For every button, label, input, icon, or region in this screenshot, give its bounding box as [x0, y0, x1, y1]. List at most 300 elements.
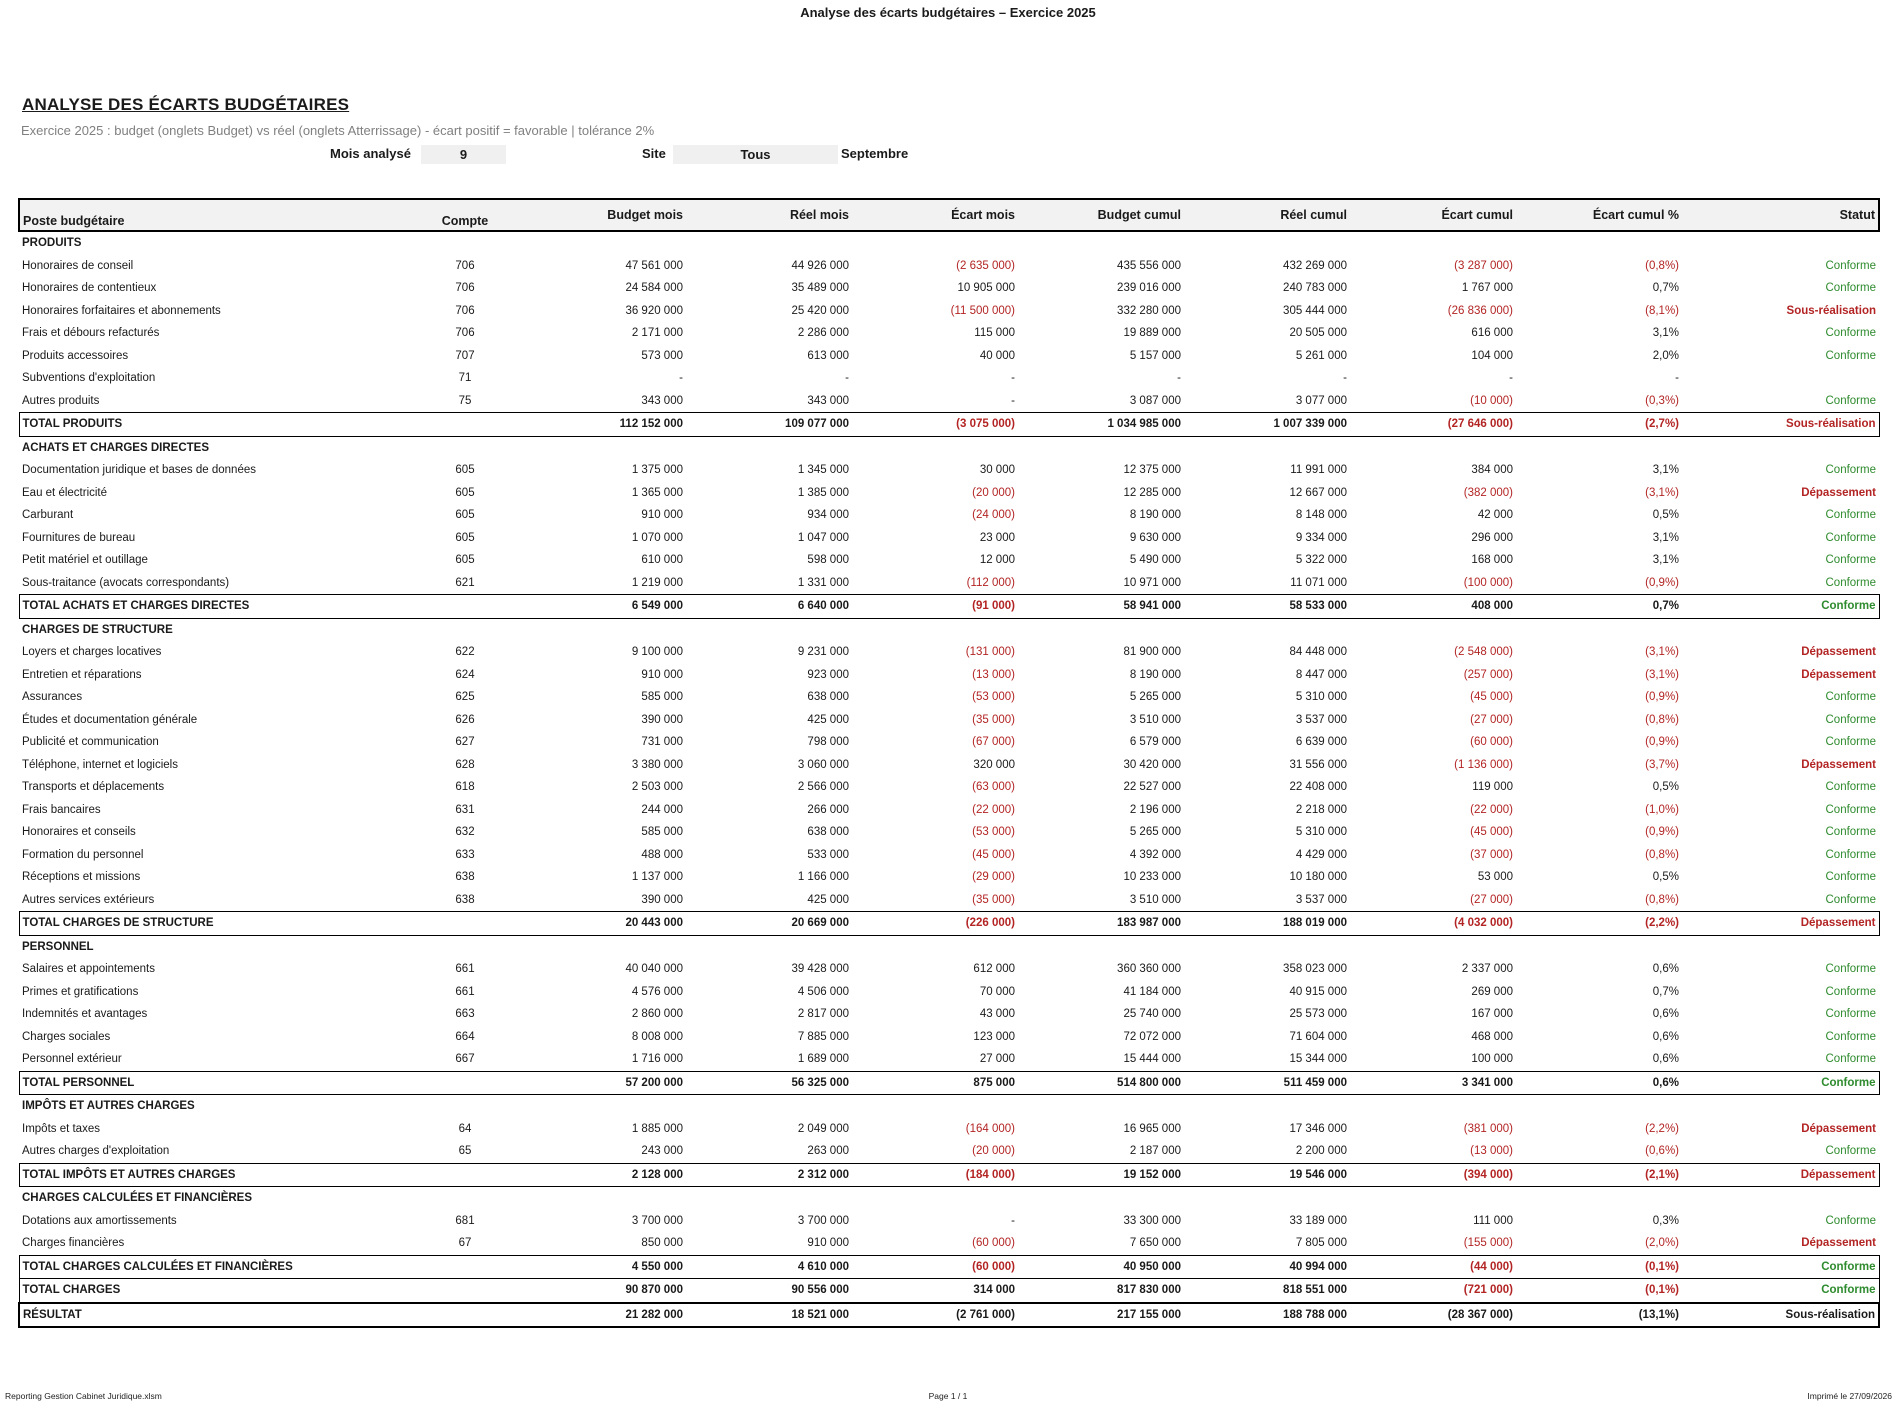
total-row: [19, 1163, 1879, 1187]
cell-statut: Conforme: [1825, 576, 1876, 589]
cell-ecart-cumul: 53 000: [1477, 871, 1513, 884]
site-value-field[interactable]: Tous: [673, 145, 838, 164]
cell-reel-mois: 35 489 000: [791, 282, 849, 295]
cell-ecart-mois: (63 000): [972, 781, 1015, 794]
cell-ecart-cumul: (13 000): [1470, 1145, 1513, 1158]
cell-reel-mois: 6 640 000: [686, 595, 852, 619]
cell-budget-cumul: 2 196 000: [1129, 803, 1181, 816]
cell-ecart-mois: (35 000): [972, 893, 1015, 906]
cell-ecart-cumul: (3 287 000): [1454, 259, 1513, 272]
cell-compte: 64: [458, 1122, 472, 1135]
cell-poste: TOTAL CHARGES: [19, 1279, 419, 1303]
cell-compte: 707: [455, 349, 475, 362]
cell-reel-cumul: 17 346 000: [1289, 1122, 1347, 1135]
cell-ecart-mois: (35 000): [972, 713, 1015, 726]
cell-compte: 71: [458, 372, 472, 385]
cell-compte: 638: [455, 871, 475, 884]
cell-ecart-mois: (60 000): [972, 1237, 1015, 1250]
cell-statut: Conforme: [1682, 595, 1879, 619]
cell-ecart-cumul: 100 000: [1471, 1053, 1513, 1066]
cell-ecart-mois: (29 000): [972, 871, 1015, 884]
cell-compte: [419, 1071, 511, 1095]
cell-ecart-cumul-pct: (2,0%): [1645, 1237, 1679, 1250]
cell-compte: 706: [455, 327, 475, 340]
cell-reel-cumul: 7 805 000: [1295, 1237, 1347, 1250]
cell-compte: 706: [455, 282, 475, 295]
cell-poste: Impôts et taxes: [22, 1122, 100, 1135]
table-row: [19, 572, 1879, 595]
cell-reel-cumul: 40 994 000: [1184, 1255, 1350, 1279]
cell-ecart-cumul-pct: 0,3%: [1652, 1214, 1679, 1227]
cell-reel-cumul: 2 200 000: [1295, 1145, 1347, 1158]
cell-ecart-cumul: 2 337 000: [1461, 963, 1513, 976]
section-label: CHARGES DE STRUCTURE: [22, 623, 173, 636]
cell-ecart-cumul: (22 000): [1470, 803, 1513, 816]
table-row: [19, 549, 1879, 572]
cell-compte: 628: [455, 758, 475, 771]
table-row: [19, 1210, 1879, 1233]
cell-budget-cumul: 5 490 000: [1129, 554, 1181, 567]
cell-budget-mois: 8 008 000: [631, 1030, 683, 1043]
table-row: [19, 390, 1879, 413]
cell-budget-cumul: 72 072 000: [1123, 1030, 1181, 1043]
col-header-compte: Compte: [419, 199, 511, 231]
cell-statut: Conforme: [1825, 826, 1876, 839]
cell-statut: Conforme: [1825, 464, 1876, 477]
cell-poste: Primes et gratifications: [22, 985, 139, 998]
table-row: [19, 1003, 1879, 1026]
cell-reel-mois: 1 331 000: [797, 576, 849, 589]
cell-ecart-cumul: (381 000): [1463, 1122, 1513, 1135]
table-row: [19, 641, 1879, 664]
cell-ecart-mois: (20 000): [972, 486, 1015, 499]
print-header: Analyse des écarts budgétaires – Exercice 2025: [800, 5, 1096, 20]
cell-statut: Conforme: [1825, 394, 1876, 407]
cell-budget-mois: 1 885 000: [631, 1122, 683, 1135]
variance-table: [18, 198, 1880, 1328]
cell-ecart-mois: -: [1011, 1214, 1015, 1227]
cell-compte: 664: [455, 1030, 475, 1043]
cell-budget-cumul: 817 830 000: [1018, 1279, 1184, 1303]
cell-budget-mois: 47 561 000: [625, 259, 683, 272]
cell-ecart-mois: (112 000): [966, 576, 1015, 589]
cell-budget-cumul: 81 900 000: [1123, 646, 1181, 659]
cell-budget-cumul: 217 155 000: [1018, 1303, 1184, 1328]
cell-compte: 605: [455, 554, 475, 567]
col-header-reel-mois: Réel mois: [686, 199, 852, 231]
cell-ecart-cumul: 1 767 000: [1461, 282, 1513, 295]
cell-budget-mois: 850 000: [641, 1237, 683, 1250]
section-header-row: [19, 231, 1879, 255]
cell-poste: TOTAL CHARGES DE STRUCTURE: [19, 912, 419, 936]
cell-poste: Carburant: [22, 509, 74, 522]
cell-reel-mois: 39 428 000: [791, 963, 849, 976]
cell-reel-cumul: 19 546 000: [1184, 1163, 1350, 1187]
cell-ecart-cumul: 168 000: [1471, 554, 1513, 567]
cell-compte: 605: [455, 464, 475, 477]
cell-budget-mois: 573 000: [641, 349, 683, 362]
cell-reel-cumul: 240 783 000: [1283, 282, 1347, 295]
cell-poste: Petit matériel et outillage: [22, 554, 148, 567]
cell-budget-cumul: 3 510 000: [1129, 893, 1181, 906]
cell-ecart-cumul: (1 136 000): [1454, 758, 1513, 771]
cell-ecart-mois: 612 000: [973, 963, 1015, 976]
cell-budget-mois: 244 000: [641, 803, 683, 816]
cell-statut: Conforme: [1825, 1214, 1876, 1227]
cell-ecart-cumul-pct: (0,3%): [1645, 394, 1679, 407]
cell-reel-mois: 598 000: [807, 554, 849, 567]
cell-ecart-mois: 43 000: [979, 1008, 1015, 1021]
cell-statut: Dépassement: [1801, 668, 1876, 681]
cell-reel-mois: 90 556 000: [686, 1279, 852, 1303]
table-header-row: [19, 199, 1879, 231]
cell-reel-cumul: 305 444 000: [1283, 304, 1347, 317]
cell-budget-cumul: 7 650 000: [1129, 1237, 1181, 1250]
cell-reel-cumul: 188 019 000: [1184, 912, 1350, 936]
cell-budget-mois: 21 282 000: [511, 1303, 686, 1328]
cell-ecart-cumul-pct: (3,1%): [1645, 668, 1679, 681]
cell-ecart-cumul-pct: (0,9%): [1645, 826, 1679, 839]
cell-statut: Conforme: [1825, 1053, 1876, 1066]
cell-budget-cumul: 183 987 000: [1018, 912, 1184, 936]
cell-poste: Publicité et communication: [22, 736, 159, 749]
cell-reel-cumul: 22 408 000: [1289, 781, 1347, 794]
cell-budget-mois: 2 503 000: [631, 781, 683, 794]
cell-reel-mois: 934 000: [807, 509, 849, 522]
cell-ecart-mois: (2 761 000): [852, 1303, 1018, 1328]
cell-ecart-mois: (226 000): [852, 912, 1018, 936]
cell-statut: Conforme: [1825, 259, 1876, 272]
cell-reel-cumul: 432 269 000: [1283, 259, 1347, 272]
cell-compte: [419, 595, 511, 619]
section-label: PERSONNEL: [22, 940, 94, 953]
cell-compte: 631: [455, 803, 475, 816]
cell-reel-cumul: -: [1343, 372, 1347, 385]
cell-ecart-cumul-pct: 0,6%: [1652, 1053, 1679, 1066]
cell-ecart-cumul-pct: (2,2%): [1516, 912, 1682, 936]
cell-reel-cumul: 15 344 000: [1289, 1053, 1347, 1066]
section-header-row: [19, 436, 1879, 459]
cell-ecart-cumul-pct: -: [1675, 372, 1679, 385]
cell-poste: Documentation juridique et bases de données: [22, 464, 256, 477]
cell-poste: TOTAL ACHATS ET CHARGES DIRECTES: [19, 595, 419, 619]
cell-budget-cumul: 10 971 000: [1123, 576, 1181, 589]
cell-statut: Conforme: [1825, 531, 1876, 544]
cell-statut: Conforme: [1825, 781, 1876, 794]
cell-poste: Autres services extérieurs: [22, 893, 155, 906]
cell-ecart-cumul-pct: (0,1%): [1516, 1279, 1682, 1303]
cell-budget-mois: 910 000: [641, 509, 683, 522]
cell-reel-mois: 638 000: [807, 826, 849, 839]
cell-budget-cumul: 19 889 000: [1123, 327, 1181, 340]
cell-compte: 605: [455, 509, 475, 522]
cell-ecart-cumul: 384 000: [1471, 464, 1513, 477]
section-label: IMPÔTS ET AUTRES CHARGES: [22, 1100, 195, 1113]
cell-reel-cumul: 3 077 000: [1295, 394, 1347, 407]
cell-ecart-cumul-pct: (0,1%): [1516, 1255, 1682, 1279]
cell-poste: Réceptions et missions: [22, 871, 141, 884]
cell-ecart-mois: 70 000: [979, 985, 1015, 998]
cell-reel-cumul: 358 023 000: [1283, 963, 1347, 976]
cell-ecart-cumul: 42 000: [1477, 509, 1513, 522]
cell-compte: 605: [455, 486, 475, 499]
cell-statut: Conforme: [1825, 1030, 1876, 1043]
cell-budget-mois: 9 100 000: [631, 646, 683, 659]
cell-budget-cumul: 19 152 000: [1018, 1163, 1184, 1187]
cell-ecart-mois: 12 000: [979, 554, 1015, 567]
cell-budget-mois: 3 700 000: [631, 1214, 683, 1227]
cell-compte: [419, 912, 511, 936]
cell-reel-cumul: 9 334 000: [1295, 531, 1347, 544]
table-row: [19, 958, 1879, 981]
cell-reel-cumul: 8 447 000: [1295, 668, 1347, 681]
cell-poste: Frais et débours refacturés: [22, 327, 160, 340]
cell-ecart-cumul-pct: (0,9%): [1645, 736, 1679, 749]
cell-budget-mois: 4 576 000: [631, 985, 683, 998]
table-row: [19, 367, 1879, 390]
cell-poste: Entretien et réparations: [22, 668, 142, 681]
cell-ecart-cumul-pct: 0,6%: [1652, 963, 1679, 976]
cell-poste: Fournitures de bureau: [22, 531, 136, 544]
col-header-budget-mois: Budget mois: [511, 199, 686, 231]
cell-ecart-cumul: 269 000: [1471, 985, 1513, 998]
cell-statut: Conforme: [1825, 848, 1876, 861]
cell-poste: TOTAL PERSONNEL: [19, 1071, 419, 1095]
cell-ecart-cumul-pct: 0,6%: [1652, 1008, 1679, 1021]
cell-reel-mois: 56 325 000: [686, 1071, 852, 1095]
cell-poste: Études et documentation générale: [22, 713, 198, 726]
cell-reel-mois: 1 385 000: [797, 486, 849, 499]
cell-budget-cumul: 15 444 000: [1123, 1053, 1181, 1066]
table-row: [19, 277, 1879, 300]
cell-budget-cumul: 12 285 000: [1123, 486, 1181, 499]
cell-ecart-mois: (53 000): [972, 691, 1015, 704]
cell-reel-mois: 7 885 000: [797, 1030, 849, 1043]
cell-statut: Conforme: [1825, 871, 1876, 884]
cell-ecart-mois: (13 000): [972, 668, 1015, 681]
cell-poste: Personnel extérieur: [22, 1053, 122, 1066]
cell-reel-cumul: 11 991 000: [1290, 464, 1347, 477]
cell-reel-mois: 18 521 000: [686, 1303, 852, 1328]
cell-reel-mois: 2 312 000: [686, 1163, 852, 1187]
cell-ecart-cumul: 111 000: [1473, 1214, 1513, 1227]
cell-budget-mois: 2 128 000: [511, 1163, 686, 1187]
col-header-statut: Statut: [1682, 199, 1879, 231]
cell-ecart-cumul: 104 000: [1471, 349, 1513, 362]
col-header-poste: Poste budgétaire: [19, 199, 419, 231]
col-header-budget-cumul: Budget cumul: [1018, 199, 1184, 231]
cell-ecart-cumul-pct: (3,7%): [1645, 758, 1679, 771]
table-row: [19, 686, 1879, 709]
cell-statut: Conforme: [1682, 1255, 1879, 1279]
cell-statut: Conforme: [1825, 691, 1876, 704]
cell-reel-cumul: 10 180 000: [1289, 871, 1347, 884]
cell-ecart-cumul: (26 836 000): [1447, 304, 1513, 317]
cell-ecart-mois: (67 000): [972, 736, 1015, 749]
table-row: [19, 345, 1879, 368]
cell-poste: Subventions d'exploitation: [22, 372, 156, 385]
cell-reel-mois: 2 286 000: [797, 327, 849, 340]
cell-budget-cumul: 25 740 000: [1123, 1008, 1181, 1021]
footer-print-date: Imprimé le 27/09/2026: [1807, 1391, 1892, 1401]
cell-budget-mois: 20 443 000: [511, 912, 686, 936]
col-header-ecart-cumul-pct: Écart cumul %: [1516, 199, 1682, 231]
cell-reel-cumul: 511 459 000: [1184, 1071, 1350, 1095]
table-row: [19, 731, 1879, 754]
cell-budget-cumul: 6 579 000: [1129, 736, 1181, 749]
table-row: [19, 1140, 1879, 1163]
cell-poste: Transports et déplacements: [22, 781, 165, 794]
table-row: [19, 889, 1879, 912]
cell-reel-mois: 910 000: [807, 1237, 849, 1250]
cell-reel-cumul: 33 189 000: [1289, 1214, 1347, 1227]
cell-statut: Dépassement: [1801, 486, 1876, 499]
month-name: Septembre: [841, 146, 909, 161]
result-row: [19, 1303, 1879, 1328]
cell-statut: Conforme: [1825, 893, 1876, 906]
cell-budget-mois: 112 152 000: [511, 413, 686, 437]
cell-ecart-mois: -: [1011, 394, 1015, 407]
cell-reel-cumul: 5 310 000: [1295, 826, 1347, 839]
cell-ecart-cumul: -: [1509, 372, 1513, 385]
cell-reel-mois: 425 000: [807, 713, 849, 726]
cell-ecart-cumul: 167 000: [1471, 1008, 1513, 1021]
cell-statut: Conforme: [1825, 282, 1876, 295]
cell-ecart-cumul: (382 000): [1463, 486, 1513, 499]
cell-ecart-cumul-pct: (2,7%): [1516, 413, 1682, 437]
cell-statut: Conforme: [1825, 963, 1876, 976]
cell-reel-cumul: 3 537 000: [1295, 713, 1347, 726]
cell-budget-mois: 390 000: [641, 713, 683, 726]
cell-budget-cumul: 360 360 000: [1117, 963, 1181, 976]
cell-ecart-cumul: (37 000): [1470, 848, 1513, 861]
cell-ecart-cumul: (10 000): [1470, 394, 1513, 407]
cell-poste: Charges sociales: [22, 1030, 111, 1043]
table-row: [19, 482, 1879, 505]
cell-reel-mois: 4 610 000: [686, 1255, 852, 1279]
table-row: [19, 866, 1879, 889]
cell-ecart-cumul: (100 000): [1463, 576, 1513, 589]
cell-budget-mois: 390 000: [641, 893, 683, 906]
cell-ecart-cumul: (2 548 000): [1454, 646, 1513, 659]
cell-reel-mois: 266 000: [807, 803, 849, 816]
cell-reel-mois: 533 000: [807, 848, 849, 861]
cell-ecart-cumul: (45 000): [1470, 691, 1513, 704]
cell-ecart-mois: 10 905 000: [957, 282, 1015, 295]
report-title: ANALYSE DES ÉCARTS BUDGÉTAIRES: [22, 95, 350, 114]
cell-budget-cumul: 33 300 000: [1123, 1214, 1181, 1227]
cell-reel-mois: 2 566 000: [797, 781, 849, 794]
cell-ecart-mois: (164 000): [965, 1122, 1015, 1135]
cell-budget-mois: 2 860 000: [631, 1008, 683, 1021]
cell-budget-cumul: 9 630 000: [1129, 531, 1181, 544]
cell-statut: Conforme: [1825, 985, 1876, 998]
cell-reel-mois: 1 047 000: [797, 531, 849, 544]
cell-ecart-cumul-pct: 2,0%: [1652, 349, 1679, 362]
cell-ecart-cumul-pct: (2,2%): [1645, 1122, 1679, 1135]
cell-statut: Conforme: [1825, 349, 1876, 362]
cell-budget-mois: 40 040 000: [625, 963, 683, 976]
cell-poste: Assurances: [22, 691, 83, 704]
cell-compte: 661: [455, 963, 475, 976]
cell-poste: Indemnités et avantages: [22, 1008, 148, 1021]
cell-ecart-mois: 27 000: [979, 1053, 1015, 1066]
cell-compte: [419, 1279, 511, 1303]
total-row: [19, 413, 1879, 437]
cell-poste: TOTAL PRODUITS: [19, 413, 419, 437]
cell-ecart-cumul: (28 367 000): [1350, 1303, 1516, 1328]
cell-ecart-cumul: (27 646 000): [1350, 413, 1516, 437]
cell-ecart-mois: (22 000): [972, 803, 1015, 816]
cell-reel-cumul: 818 551 000: [1184, 1279, 1350, 1303]
cell-budget-cumul: 22 527 000: [1123, 781, 1181, 794]
cell-ecart-mois: 320 000: [973, 758, 1015, 771]
table-row: [19, 1232, 1879, 1255]
cell-compte: 627: [455, 736, 475, 749]
cell-ecart-cumul: 296 000: [1471, 531, 1513, 544]
cell-ecart-mois: (184 000): [852, 1163, 1018, 1187]
cell-reel-mois: 425 000: [807, 893, 849, 906]
cell-budget-mois: 343 000: [641, 394, 683, 407]
cell-ecart-cumul: (45 000): [1470, 826, 1513, 839]
table-row: [19, 776, 1879, 799]
cell-reel-mois: 3 060 000: [797, 758, 849, 771]
cell-ecart-cumul-pct: 0,5%: [1652, 509, 1679, 522]
report-subtitle: Exercice 2025 : budget (onglets Budget) vs réel (onglets Atterrissage) - écart positif = favorable | tolérance 2%: [21, 123, 655, 138]
col-header-ecart-mois: Écart mois: [852, 199, 1018, 231]
cell-ecart-mois: 123 000: [973, 1030, 1015, 1043]
cell-budget-cumul: -: [1177, 372, 1181, 385]
cell-poste: Autres produits: [22, 394, 100, 407]
cell-ecart-mois: (11 500 000): [950, 304, 1015, 317]
cell-ecart-cumul-pct: 3,1%: [1652, 531, 1679, 544]
table-row: [19, 504, 1879, 527]
cell-statut: Conforme: [1825, 509, 1876, 522]
cell-reel-mois: 638 000: [807, 691, 849, 704]
cell-ecart-cumul: (27 000): [1470, 713, 1513, 726]
cell-reel-cumul: 3 537 000: [1295, 893, 1347, 906]
cell-compte: 632: [455, 826, 475, 839]
cell-statut: Conforme: [1825, 1008, 1876, 1021]
cell-statut: Conforme: [1825, 1145, 1876, 1158]
month-value-field[interactable]: 9: [421, 145, 506, 164]
cell-statut: Conforme: [1825, 327, 1876, 340]
cell-ecart-cumul-pct: 0,6%: [1652, 1030, 1679, 1043]
table-row: [19, 664, 1879, 687]
cell-ecart-mois: (2 635 000): [956, 259, 1015, 272]
footer-page: Page 1 / 1: [928, 1391, 968, 1401]
cell-compte: 605: [455, 531, 475, 544]
cell-budget-cumul: 5 157 000: [1129, 349, 1181, 362]
cell-compte: 706: [455, 259, 475, 272]
section-label: ACHATS ET CHARGES DIRECTES: [22, 441, 209, 454]
cell-reel-mois: -: [845, 372, 849, 385]
cell-statut: Sous-réalisation: [1682, 1303, 1879, 1328]
cell-poste: Frais bancaires: [22, 803, 101, 816]
cell-budget-cumul: 40 950 000: [1018, 1255, 1184, 1279]
cell-ecart-cumul-pct: (1,0%): [1645, 803, 1679, 816]
cell-budget-mois: 1 137 000: [631, 871, 683, 884]
cell-statut: Dépassement: [1801, 646, 1876, 659]
cell-poste: Honoraires forfaitaires et abonnements: [22, 304, 221, 317]
cell-compte: [419, 1303, 511, 1328]
cell-reel-mois: 1 345 000: [797, 464, 849, 477]
cell-compte: [419, 1163, 511, 1187]
cell-ecart-cumul-pct: (13,1%): [1516, 1303, 1682, 1328]
cell-poste: Sous-traitance (avocats correspondants): [22, 576, 230, 589]
table-row: [19, 527, 1879, 550]
cell-poste: Produits accessoires: [22, 349, 129, 362]
